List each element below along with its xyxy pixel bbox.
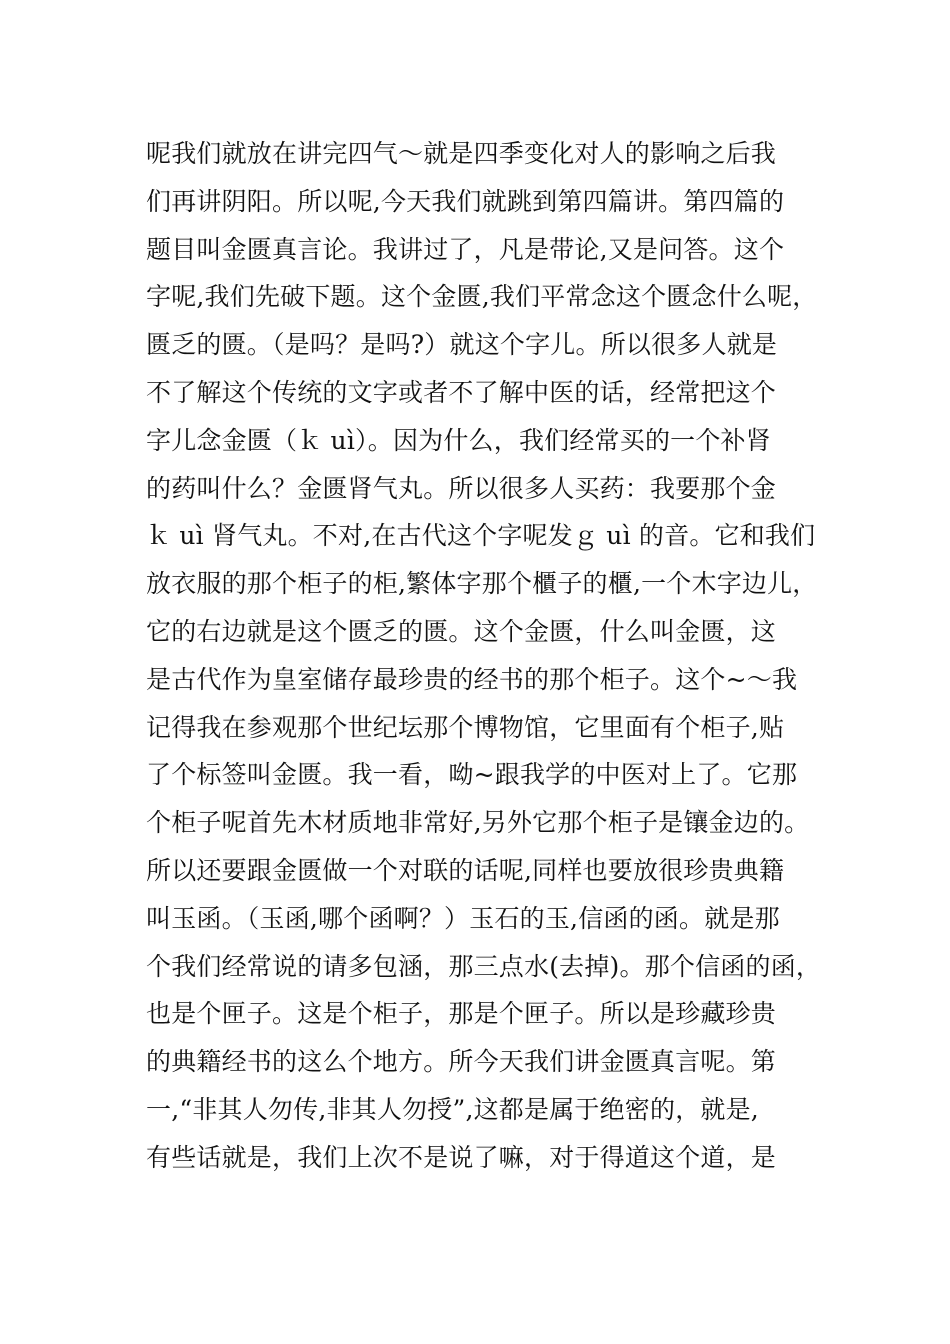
document-body-text xyxy=(146,130,846,1182)
text-line: 题目叫金匮真言论。我讲过了，凡是带论,又是问答。这个 xyxy=(146,234,785,264)
text-line: 个柜子呢首先木材质地非常好,另外它那个柜子是镶金边的。 xyxy=(146,808,810,838)
text-line: ｋ uì 肾气丸。不对,在古代这个字呢发ｇ uì 的音。它和我们 xyxy=(146,521,816,551)
text-line: 记得我在参观那个世纪坛那个博物馆，它里面有个柜子,贴 xyxy=(146,712,785,742)
text-line: 们再讲阴阳。所以呢,今天我们就跳到第四篇讲。第四篇的 xyxy=(146,186,785,216)
text-line: 了个标签叫金匮。我一看，呦~跟我学的中医对上了。它那 xyxy=(146,760,798,790)
text-line: 的药叫什么？金匮肾气丸。所以很多人买药：我要那个金 xyxy=(146,473,777,503)
text-line: 也是个匣子。这是个柜子，那是个匣子。所以是珍藏珍贵 xyxy=(146,999,777,1029)
text-line: 字呢,我们先破下题。这个金匮,我们平常念这个匮念什么呢， xyxy=(146,282,818,312)
text-line: 呢我们就放在讲完四气～就是四季变化对人的影响之后我 xyxy=(146,139,777,168)
text-line: 一,“非其人勿传,非其人勿授”,这都是属于绝密的，就是, xyxy=(146,1094,759,1124)
text-line: 叫玉函。（玉函,哪个函啊？）玉石的玉,信函的函。就是那 xyxy=(146,903,780,933)
text-line: 字儿念金匮（ｋ uì）。因为什么，我们经常买的一个补肾 xyxy=(146,425,771,455)
text-line: 的典籍经书的这么个地方。所今天我们讲金匮真言呢。第 xyxy=(146,1047,777,1077)
text-line: 它的右边就是这个匮乏的匮。这个金匮，什么叫金匮，这 xyxy=(146,616,777,646)
text-line: 有些话就是，我们上次不是说了嘛，对于得道这个道，是 xyxy=(146,1142,777,1172)
text-line: 不了解这个传统的文字或者不了解中医的话，经常把这个 xyxy=(146,377,777,407)
text-line: 个我们经常说的请多包涵，那三点水(去掉)。那个信函的函， xyxy=(146,951,822,981)
text-line: 匮乏的匮。（是吗？是吗?）就这个字儿。所以很多人就是 xyxy=(146,330,778,360)
text-line: 所以还要跟金匮做一个对联的话呢,同样也要放很珍贵典籍 xyxy=(146,855,785,885)
text-line: 放衣服的那个柜子的柜,繁体字那个櫃子的櫃,一个木字边儿， xyxy=(146,569,818,599)
text-line: 是古代作为皇室储存最珍贵的经书的那个柜子。这个~～我 xyxy=(146,664,798,694)
